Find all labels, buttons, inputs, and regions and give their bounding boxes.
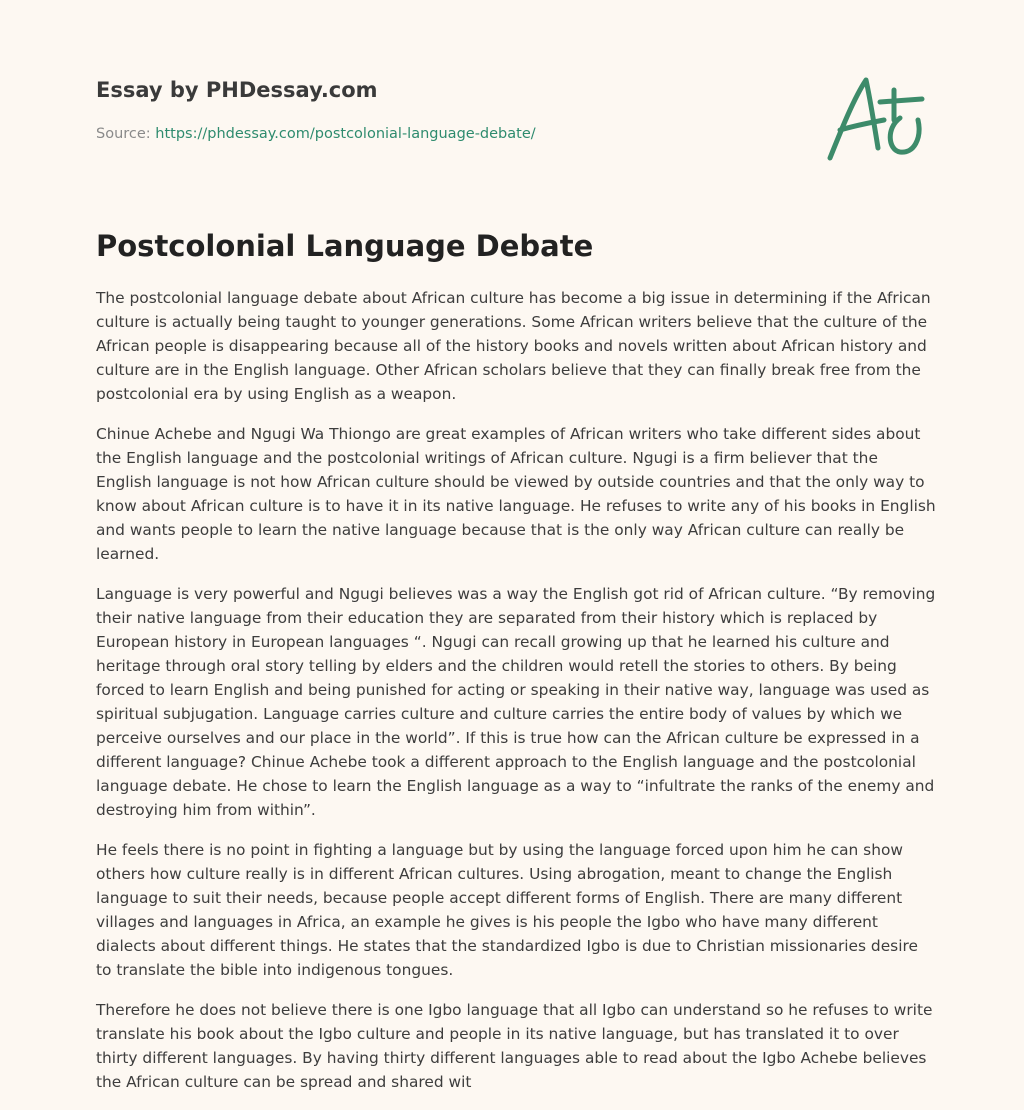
source-label: Source:: [96, 126, 151, 142]
essay-body: [96, 286, 936, 1110]
paragraph: He feels there is no point in fighting a language but by using the language forced upon him he can show others how culture really is in different African cultures. Using abrogation, meant to change the English language to suit their needs, because people accept different forms of English. There are many different villages and languages in Africa, an example he gives is his people the Igbo who have many different dialects about different things. He states that the standardized Igbo is due to Christian missionaries desire to translate the bible into indigenous tongues.: [96, 841, 918, 979]
paragraph: Language is very powerful and Ngugi believes was a way the English got rid of African culture. “By removing their native language from their education they are separated from their history which is replaced by European history in European languages “. Ngugi can recall growing up that he learned his culture and heritage through oral story telling by elders and the children would retell the stories to others. By being forced to learn English and being punished for acting or speaking in their native way, language was used as spiritual subjugation. Language carries culture and culture carries the entire body of values by which we perceive ourselves and our place in the world”. If this is true how can the African culture be expressed in a different language? Chinue Achebe took a different approach to the English language and the postcolonial language debate. He chose to learn the English language as a way to “infultrate the ranks of the enemy and destroying him from within”.: [96, 585, 936, 819]
essay-title: Postcolonial Language Debate: [96, 229, 594, 263]
paragraph: Chinue Achebe and Ngugi Wa Thiongo are great examples of African writers who take different sides about the English language and the postcolonial writings of African culture. Ngugi is a firm believer that the English language is not how African culture should be viewed by outside countries and that the only way to know about African culture is to have it in its native language. He refuses to write any of his books in English and wants people to learn the native language because that is the only way African culture can really be learned.: [96, 425, 936, 563]
a-plus-logo-icon: [822, 68, 928, 166]
site-brand: Essay by PHDessay.com: [96, 78, 378, 102]
source-line: [96, 124, 796, 144]
paragraph: The postcolonial language debate about African culture has become a big issue in determining if the African culture is actually being taught to younger generations. Some African writers believe that the culture of the African people is disappearing because all of the history books and novels written about African history and culture are in the English language. Other African scholars believe that they can finally break free from the postcolonial era by using English as a weapon.: [96, 289, 931, 403]
essay-header: [96, 76, 796, 144]
source-link[interactable]: https://phdessay.com/postcolonial-language-debate/: [155, 126, 536, 142]
paragraph: Therefore he does not believe there is one Igbo language that all Igbo can understand so he refuses to write translate his book about the Igbo culture and people in its native language, but has translated it to over thirty different languages. By having thirty different languages able to read about the Igbo Achebe believes the African culture can be spread and shared wit: [96, 1001, 933, 1091]
